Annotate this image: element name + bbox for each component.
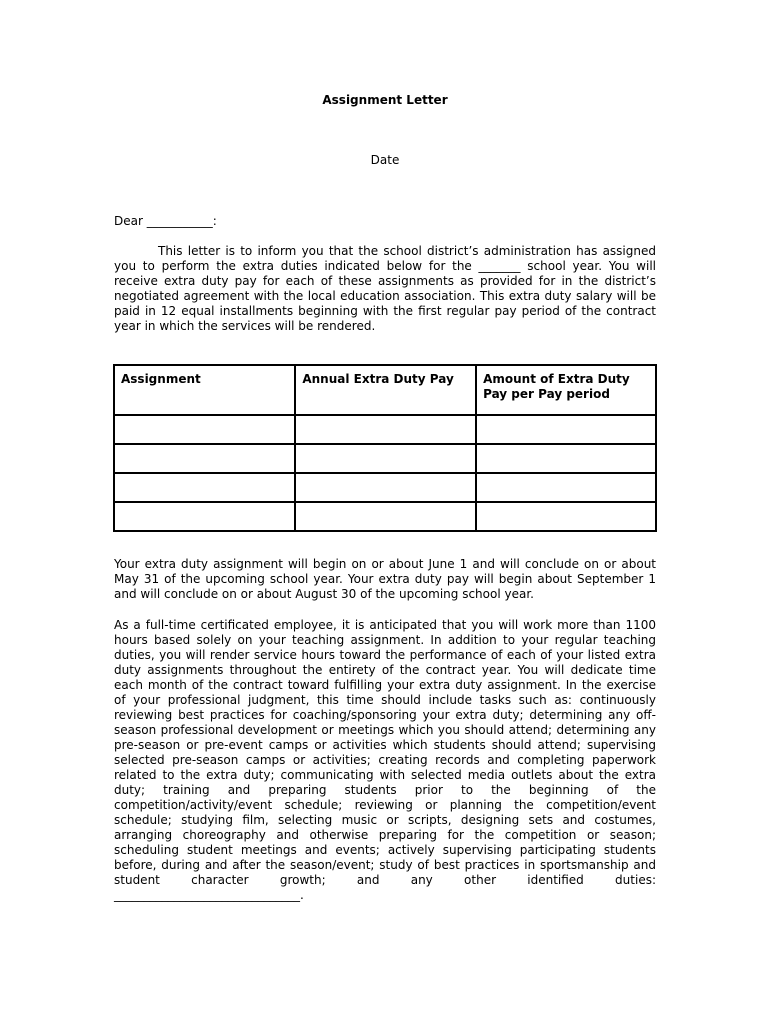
table-row [114,444,656,473]
assignment-table [113,364,657,532]
table-row [114,415,656,444]
table-cell [476,444,656,473]
table-cell [114,415,295,444]
intro-paragraph: This letter is to inform you that the school district’s administration has assigned you to perform the extra duties indicated below for the _______ school year. You will receive extra duty pay for each of these assignments as provided for in the district’s negotiated agreement with the local education association. This extra duty salary will be paid in 12 equal installments beginning with the first regular pay period of the contract year in which the services will be rendered. [114,244,656,333]
table-row [114,502,656,531]
table-cell [295,502,476,531]
salutation: Dear ___________: [114,214,217,228]
letter-title: Assignment Letter [322,93,448,107]
header-annual-pay: Annual Extra Duty Pay [295,365,476,415]
table-cell [295,415,476,444]
duties-paragraph: As a full-time certificated employee, it is anticipated that you will work more than 1100 hours based solely on your teaching assignment. In addition to your regular teaching duties, you will render service hours toward the performance of each of your listed extra duty assignments throughout the entirety of the contract year. You will dedicate time each month of the contract toward fulfilling your extra duty assignment. In the exercise of your professional judgment, this time should include tasks such as: continuously reviewing best practices for coaching/sponsoring your extra duty; determining any off-season professional development or meetings which you should attend; determining any pre-season or pre-event camps or activities which students should attend; supervising selected pre-season camps or activities; creating records and completing paperwork related to the extra duty; communicating with selected media outlets about the extra duty; training and preparing students prior to the beginning of the competition/activity/event schedule; reviewing or planning the competition/event schedule; studying film, selecting music or scripts, designing sets and costumes, arranging choreography and otherwise preparing for the competition or season; scheduling student meetings and events; actively supervising participating students before, during and after the season/event; study of best practices in sportsmanship and student character growth; and any other identified duties: _______________________________. [114,618,656,902]
date-label: Date [370,153,400,167]
table-cell [114,444,295,473]
table-cell [114,502,295,531]
table-cell [295,444,476,473]
header-assignment: Assignment [114,365,295,415]
table-cell [295,473,476,502]
table-cell [114,473,295,502]
table-header-row [114,365,656,415]
table-row [114,473,656,502]
table-cell [476,473,656,502]
schedule-paragraph: Your extra duty assignment will begin on or about June 1 and will conclude on or about May 31 of the upcoming school year. Your extra duty pay will begin about September 1 and will conclude on or about August 30 of the upcoming school year. [114,557,656,601]
table-cell [476,415,656,444]
table-cell [476,502,656,531]
header-pay-per-period: Amount of Extra Duty Pay per Pay period [476,365,656,415]
